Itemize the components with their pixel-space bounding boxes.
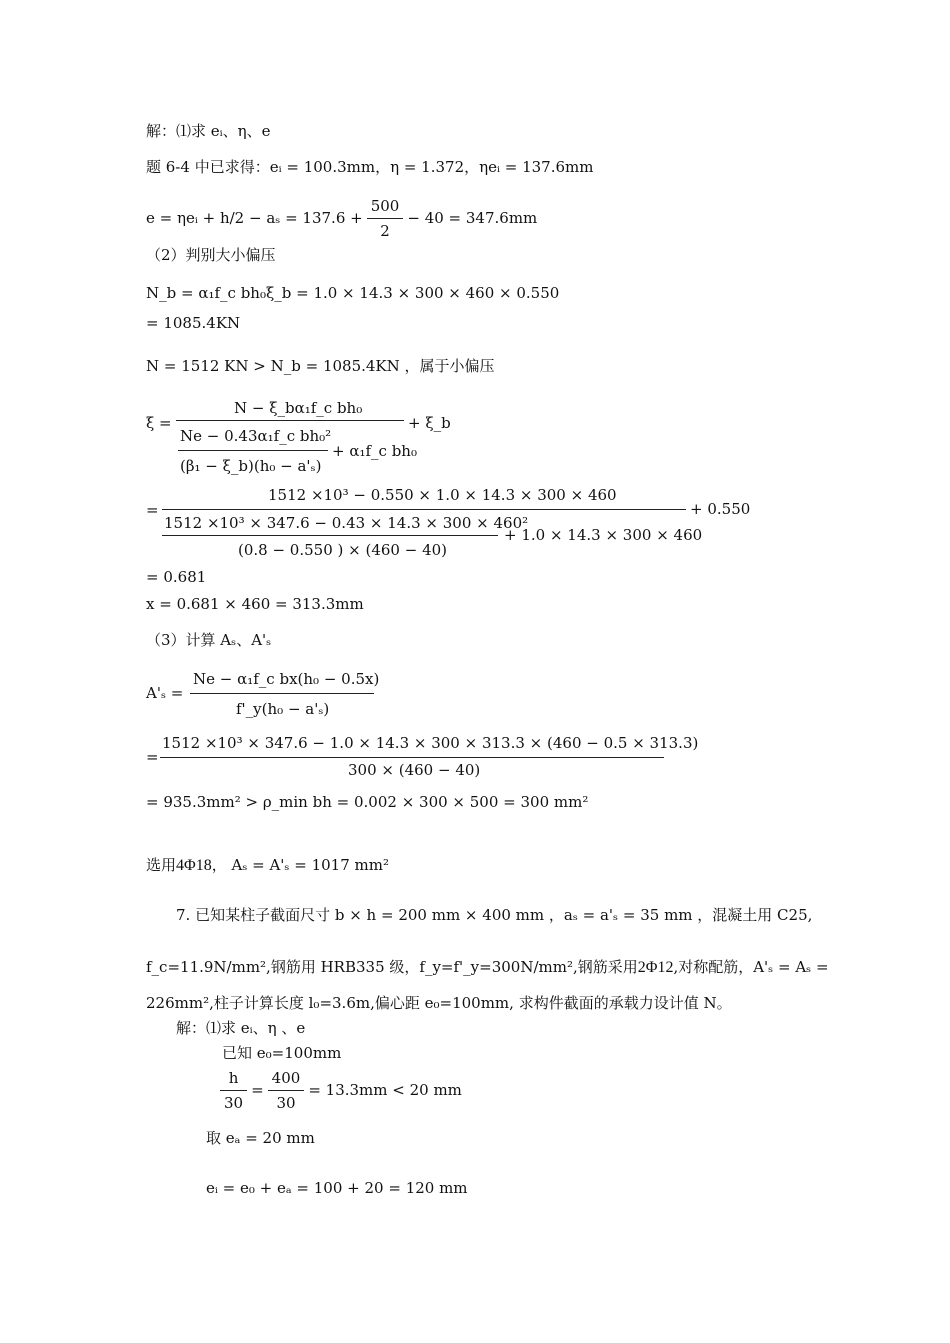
bias-judgement: N = 1512 KN > N_b = 1085.4KN ，属于小偏压	[146, 357, 495, 375]
xi-sub-den-denominator: (0.8 − 0.550 ) × (460 − 40)	[238, 541, 448, 559]
problem7-line1: 7. 已知某柱子截面尺寸 b × h = 200 mm × 400 mm ，aₛ = a'ₛ = 35 mm ，混凝土用 C25,	[176, 906, 813, 924]
xi-sub-den-numerator: 1512 ×10³ × 347.6 − 0.43 × 14.3 × 300 × 460²	[164, 514, 529, 532]
bar-selection-rest: ， Aₛ = A'ₛ = 1017 mm²	[211, 856, 389, 874]
e-equation-lhs: e = ηeᵢ + h/2 − aₛ = 137.6 +	[146, 209, 363, 227]
xi-den-plus: + α₁f_c bh₀	[332, 442, 417, 460]
bar-selection-bars: 4Φ18	[176, 857, 212, 874]
as-bar	[190, 693, 374, 694]
as-sub-eq: =	[146, 748, 159, 766]
nb-equation: N_b = α₁f_c bh₀ξ_b = 1.0 × 14.3 × 300 × 460 × 0.550	[146, 284, 560, 302]
as-result: = 935.3mm² > ρ_min bh = 0.002 × 300 × 500 = 300 mm²	[146, 793, 589, 811]
bar-selection-prefix: 选用	[146, 856, 177, 874]
xi-sub-den-bar	[162, 535, 498, 536]
nb-result: = 1085.4KN	[146, 314, 241, 332]
e-equation	[146, 196, 537, 240]
xi-main-bar	[176, 420, 404, 421]
problem7-line2	[146, 957, 829, 978]
as-sub-denominator: 300 × (460 − 40)	[348, 761, 481, 779]
problem7-line3: 226mm²,柱子计算长度 l₀=3.6m,偏心距 e₀=100mm, 求构件截面的承载力设计值 N。	[146, 994, 732, 1012]
e-fraction	[367, 196, 404, 241]
e-fraction-num: 500	[367, 196, 404, 219]
h-fraction-num: h	[220, 1068, 247, 1091]
e-fraction-den: 2	[380, 221, 390, 240]
h-over-30-equation	[220, 1068, 462, 1112]
xi-lhs: ξ =	[146, 414, 172, 432]
problem7-line2a: f_c=11.9N/mm²,钢筋用 HRB335 级，f_y=f'_y=300N/mm²,钢筋采用	[146, 958, 638, 976]
xi-sub-den-plus: + 1.0 × 14.3 × 300 × 460	[504, 526, 703, 544]
bar-selection	[146, 855, 389, 876]
step1-heading: 解：⑴求 eᵢ、η、e	[146, 122, 271, 140]
xi-den-numerator: Ne − 0.43α₁f_c bh₀²	[180, 427, 332, 445]
as-numerator: Ne − α₁f_c bx(h₀ − 0.5x)	[193, 670, 380, 688]
xi-den-bar	[178, 450, 328, 451]
problem7-sol-ei: eᵢ = e₀ + eₐ = 100 + 20 = 120 mm	[206, 1179, 468, 1197]
e-equation-rhs: − 40 = 347.6mm	[407, 209, 538, 227]
step3-heading: （3）计算 Aₛ、A'ₛ	[146, 631, 272, 649]
as-sub-numerator: 1512 ×10³ × 347.6 − 1.0 × 14.3 × 300 × 313.3 × (460 − 0.5 × 313.3)	[162, 734, 699, 752]
h-fraction-den: 30	[224, 1093, 244, 1112]
xi-sub-tail: + 0.550	[690, 500, 751, 518]
xi-numerator: N − ξ_bα₁f_c bh₀	[234, 399, 363, 417]
problem7-line2b: ,对称配筋，A'ₛ = Aₛ =	[673, 958, 829, 976]
x-result: x = 0.681 × 460 = 313.3mm	[146, 595, 364, 613]
problem7-sol-step1: 解：⑴求 eᵢ、η 、e	[176, 1019, 306, 1037]
xi-result: = 0.681	[146, 568, 207, 586]
400-fraction-den: 30	[276, 1093, 296, 1112]
400-fraction-num: 400	[268, 1068, 305, 1091]
step2-heading: （2）判别大小偏压	[146, 246, 276, 264]
as-sub-bar	[160, 757, 664, 758]
xi-tail: + ξ_b	[408, 414, 451, 432]
h-over-30-fraction	[220, 1068, 247, 1113]
xi-sub-main-bar	[162, 509, 686, 510]
400-over-30-fraction	[268, 1068, 305, 1113]
xi-sub-eq: =	[146, 501, 159, 519]
problem7-sol-e0: 已知 e₀=100mm	[222, 1044, 342, 1062]
as-denominator: f'_y(h₀ − a'ₛ)	[236, 700, 330, 718]
problem7-bars: 2Φ12	[637, 959, 674, 976]
h-fraction-rhs: = 13.3mm < 20 mm	[308, 1081, 462, 1099]
xi-sub-numerator: 1512 ×10³ − 0.550 × 1.0 × 14.3 × 300 × 460	[268, 486, 617, 504]
h-fraction-eq: =	[251, 1081, 264, 1099]
given-values: 题 6-4 中已求得：eᵢ = 100.3mm，η = 1.372，ηeᵢ = 137.6mm	[146, 158, 594, 176]
as-lhs: A'ₛ =	[146, 684, 184, 702]
problem7-sol-ea: 取 eₐ = 20 mm	[206, 1129, 315, 1147]
xi-den-denominator: (β₁ − ξ_b)(h₀ − a'ₛ)	[180, 457, 322, 475]
